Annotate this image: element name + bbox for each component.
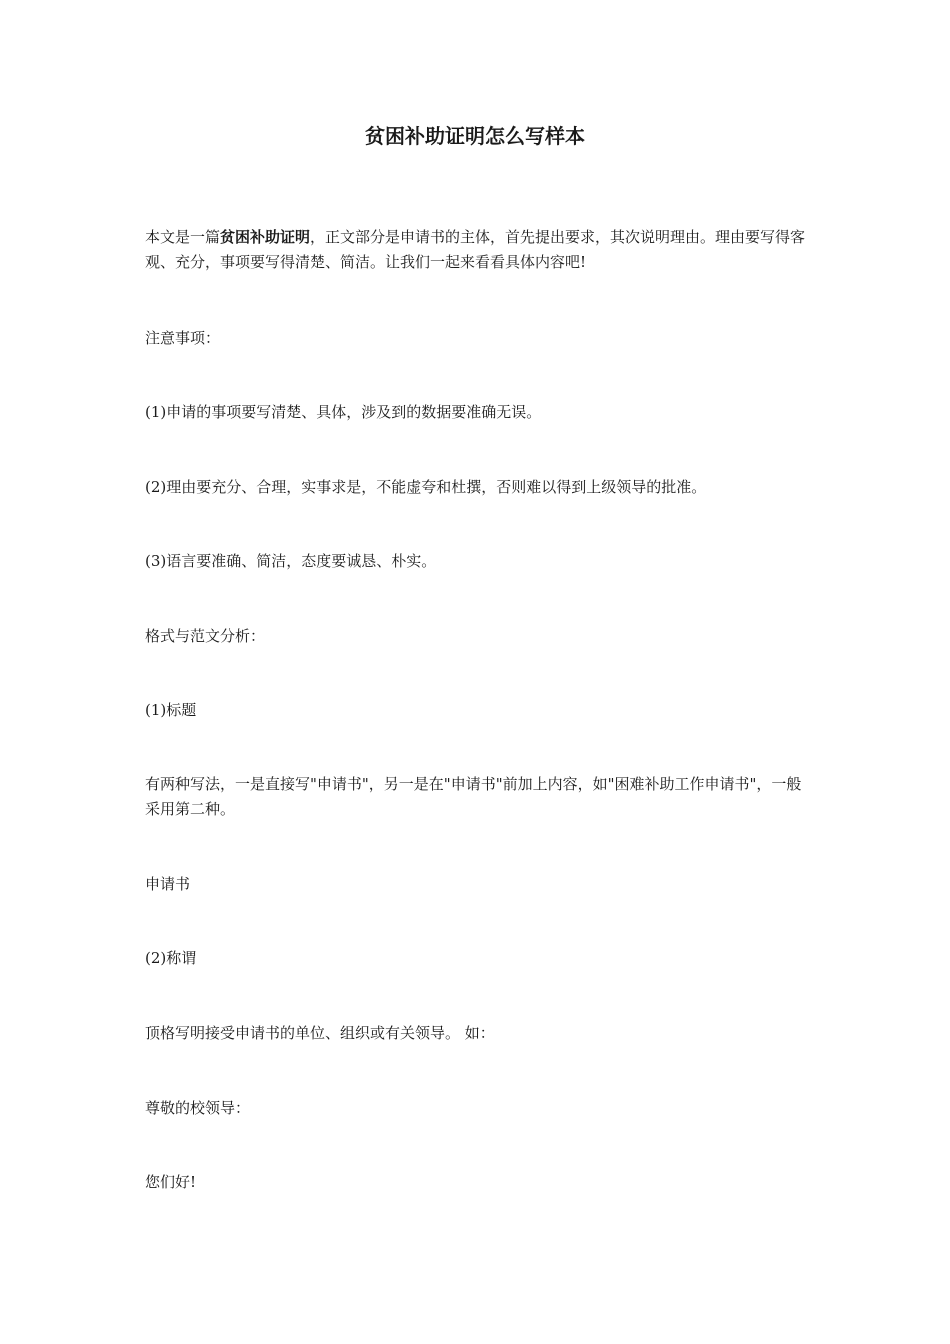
paragraph-title-heading: (1)标题	[145, 701, 197, 719]
paragraph-note-3: (3)语言要准确、简洁，态度要诚恳、朴实。	[145, 552, 437, 570]
paragraph-sample-salutation: 尊敬的校领导：	[145, 1099, 251, 1117]
intro-suffix: ，正文部分是申请书的主体，首先提出要求，其次说明理由。理由要写得客观、充分，事项要写得清楚、简洁。让我们一起来看看具体内容吧!	[145, 228, 806, 271]
intro-highlight: 贫困补助证明	[220, 228, 311, 246]
intro-prefix: 本文是一篇	[145, 228, 221, 246]
paragraph-format-heading: 格式与范文分析：	[145, 627, 266, 645]
intro-paragraph	[145, 225, 815, 275]
document-title: 贫困补助证明怎么写样本	[365, 124, 585, 148]
paragraph-notes-heading: 注意事项：	[145, 329, 221, 347]
paragraph-sample-greeting: 您们好!	[145, 1173, 197, 1191]
paragraph-title-description: 有两种写法，一是直接写"申请书"，另一是在"申请书"前加上内容，如"困难补助工作申请书"，一般采用第二种。	[145, 775, 802, 818]
paragraph-sample-title: 申请书	[145, 875, 191, 893]
paragraph-salutation-description: 顶格写明接受申请书的单位、组织或有关领导。 如：	[145, 1024, 495, 1042]
paragraph-salutation-heading: (2)称谓	[145, 949, 197, 967]
paragraph-note-2: (2)理由要充分、合理，实事求是，不能虚夸和杜撰，否则难以得到上级领导的批准。	[145, 478, 707, 496]
paragraph-note-1: (1)申请的事项要写清楚、具体，涉及到的数据要准确无误。	[145, 403, 542, 421]
